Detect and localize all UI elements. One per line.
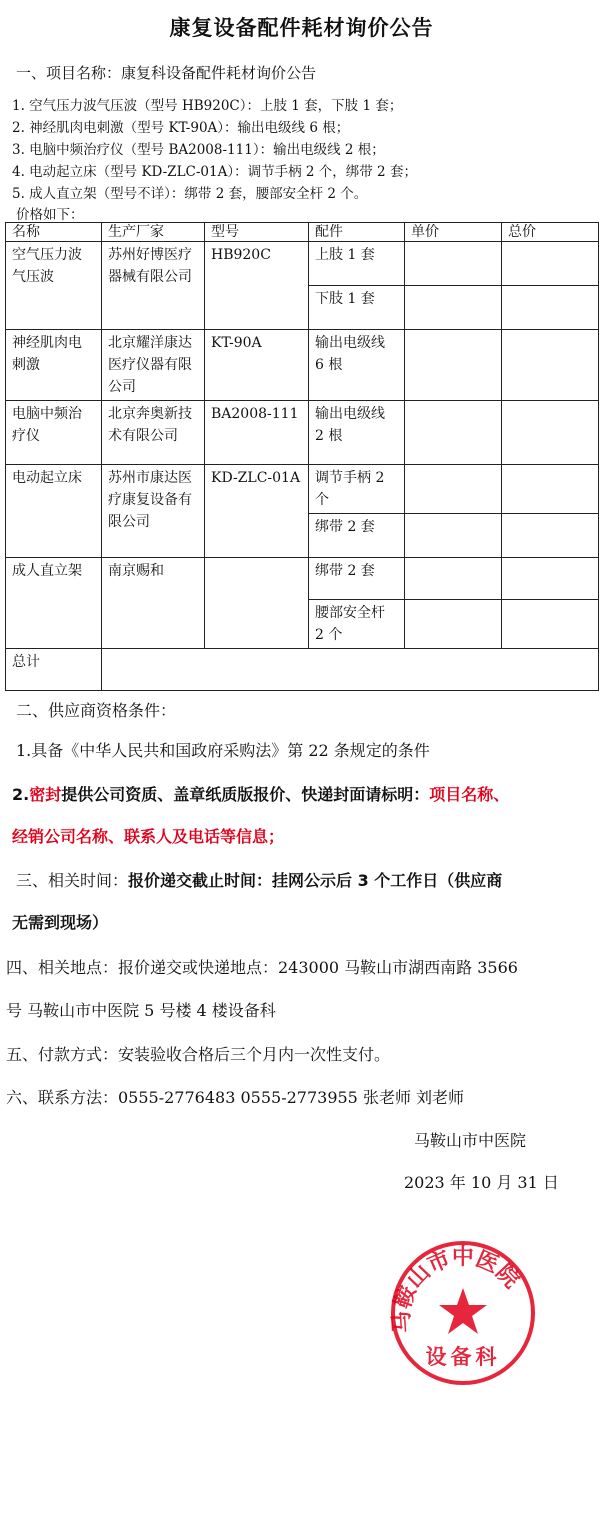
cell-part: 下肢 1 套 bbox=[309, 286, 405, 330]
cell-maker: 苏州好博医疗器械有限公司 bbox=[102, 242, 205, 330]
cell-unit-price[interactable] bbox=[405, 330, 502, 401]
cell-part: 调节手柄 2 个 bbox=[309, 465, 405, 514]
cell-total-price[interactable] bbox=[502, 465, 599, 514]
cell-model bbox=[205, 558, 309, 649]
table-row bbox=[6, 558, 599, 600]
table-row bbox=[6, 242, 599, 286]
cell-maker: 苏州市康达医疗康复设备有限公司 bbox=[102, 465, 205, 558]
table-total-row bbox=[6, 649, 599, 691]
header-parts: 配件 bbox=[309, 223, 405, 242]
table-row bbox=[6, 330, 599, 401]
cell-unit-price[interactable] bbox=[405, 465, 502, 514]
total-value-cell[interactable] bbox=[102, 649, 599, 691]
list-item: 4. 电动起立床（型号 KD-ZLC-01A）：调节手柄 2 个，绑带 2 套； bbox=[12, 164, 417, 180]
condition-2-highlight-a: 项目名称、 bbox=[429, 785, 510, 804]
header-total-price: 总价 bbox=[502, 223, 599, 242]
table-row bbox=[6, 465, 599, 514]
section-2-heading: 二、供应商资格条件： bbox=[16, 701, 177, 720]
cell-total-price[interactable] bbox=[502, 286, 599, 330]
total-label: 总计 bbox=[6, 649, 102, 691]
condition-2 bbox=[12, 782, 509, 805]
list-item: 3. 电脑中频治疗仪（型号 BA2008-111）：输出电级线 2 根； bbox=[12, 142, 385, 158]
section-5-payment: 五、付款方式：安装验收合格后三个月内一次性支付。 bbox=[6, 1045, 391, 1064]
section-3-label: 三、相关时间： bbox=[16, 871, 129, 890]
cell-model: KT-90A bbox=[205, 330, 309, 401]
cell-total-price[interactable] bbox=[502, 558, 599, 600]
list-item: 1. 空气压力波气压波（型号 HB920C）：上肢 1 套，下肢 1 套； bbox=[12, 98, 403, 114]
cell-maker: 南京赐和 bbox=[102, 558, 205, 649]
seal-star-icon bbox=[439, 1288, 487, 1334]
cell-part: 绑带 2 套 bbox=[309, 514, 405, 558]
signature-org: 马鞍山市中医院 bbox=[414, 1131, 527, 1150]
condition-2-highlight-b: 经销公司名称、联系人及电话等信息； bbox=[12, 827, 285, 846]
price-table bbox=[5, 222, 599, 691]
condition-2-text: 提供公司资质、盖章纸质版报价、快递封面请标明： bbox=[61, 785, 430, 804]
signature-date: 2023 年 10 月 31 日 bbox=[404, 1173, 559, 1192]
official-seal-stamp bbox=[388, 1238, 538, 1388]
cell-total-price[interactable] bbox=[502, 330, 599, 401]
condition-1: 1.具备《中华人民共和国政府采购法》第 22 条规定的条件 bbox=[16, 741, 430, 760]
header-maker: 生产厂家 bbox=[102, 223, 205, 242]
table-header-row bbox=[6, 223, 599, 242]
cell-total-price[interactable] bbox=[502, 514, 599, 558]
cell-unit-price[interactable] bbox=[405, 558, 502, 600]
seal-arc-text: 马鞍山市中医院 bbox=[389, 1245, 524, 1334]
cell-total-price[interactable] bbox=[502, 600, 599, 649]
header-model: 型号 bbox=[205, 223, 309, 242]
cell-maker: 北京耀洋康达医疗仪器有限公司 bbox=[102, 330, 205, 401]
section-1-heading: 一、项目名称：康复科设备配件耗材询价公告 bbox=[16, 64, 317, 82]
cell-name: 成人直立架 bbox=[6, 558, 102, 649]
cell-part: 输出电级线 6 根 bbox=[309, 330, 405, 401]
cell-maker: 北京奔奥新技术有限公司 bbox=[102, 401, 205, 465]
header-name: 名称 bbox=[6, 223, 102, 242]
cell-model: HB920C bbox=[205, 242, 309, 330]
condition-2-sealed: 密封 bbox=[29, 785, 62, 804]
cell-name: 神经肌肉电刺激 bbox=[6, 330, 102, 401]
cell-model: KD-ZLC-01A bbox=[205, 465, 309, 558]
section-3 bbox=[16, 868, 502, 891]
cell-total-price[interactable] bbox=[502, 401, 599, 465]
cell-unit-price[interactable] bbox=[405, 286, 502, 330]
table-row bbox=[6, 401, 599, 465]
seal-bottom-text: 设备科 bbox=[425, 1345, 501, 1369]
price-label: 价格如下： bbox=[16, 207, 84, 223]
cell-part: 上肢 1 套 bbox=[309, 242, 405, 286]
cell-model: BA2008-111 bbox=[205, 401, 309, 465]
section-4-address: 四、相关地点：报价递交或快递地点：243000 马鞍山市湖西南路 3566 bbox=[6, 958, 518, 977]
cell-unit-price[interactable] bbox=[405, 600, 502, 649]
cell-part: 腰部安全杆 2 个 bbox=[309, 600, 405, 649]
list-item: 5. 成人直立架（型号不详）：绑带 2 套，腰部安全杆 2 个。 bbox=[12, 186, 368, 202]
page-title: 康复设备配件耗材询价公告 bbox=[169, 16, 434, 40]
cell-name: 空气压力波气压波 bbox=[6, 242, 102, 330]
cell-unit-price[interactable] bbox=[405, 514, 502, 558]
section-6-contact: 六、联系方法：0555-2776483 0555-2773955 张老师 刘老师 bbox=[6, 1088, 465, 1107]
cell-name: 电动起立床 bbox=[6, 465, 102, 558]
section-3-deadline-cont: 无需到现场） bbox=[12, 913, 109, 932]
section-4-address-cont: 号 马鞍山市中医院 5 号楼 4 楼设备科 bbox=[6, 1001, 276, 1020]
header-unit-price: 单价 bbox=[405, 223, 502, 242]
section-3-deadline: 报价递交截止时间：挂网公示后 3 个工作日（供应商 bbox=[128, 871, 503, 890]
condition-2-number: 2. bbox=[12, 785, 30, 804]
cell-unit-price[interactable] bbox=[405, 242, 502, 286]
cell-part: 输出电级线 2 根 bbox=[309, 401, 405, 465]
cell-unit-price[interactable] bbox=[405, 401, 502, 465]
cell-total-price[interactable] bbox=[502, 242, 599, 286]
list-item: 2. 神经肌肉电刺激（型号 KT-90A）：输出电级线 6 根； bbox=[12, 120, 350, 136]
cell-part: 绑带 2 套 bbox=[309, 558, 405, 600]
cell-name: 电脑中频治疗仪 bbox=[6, 401, 102, 465]
